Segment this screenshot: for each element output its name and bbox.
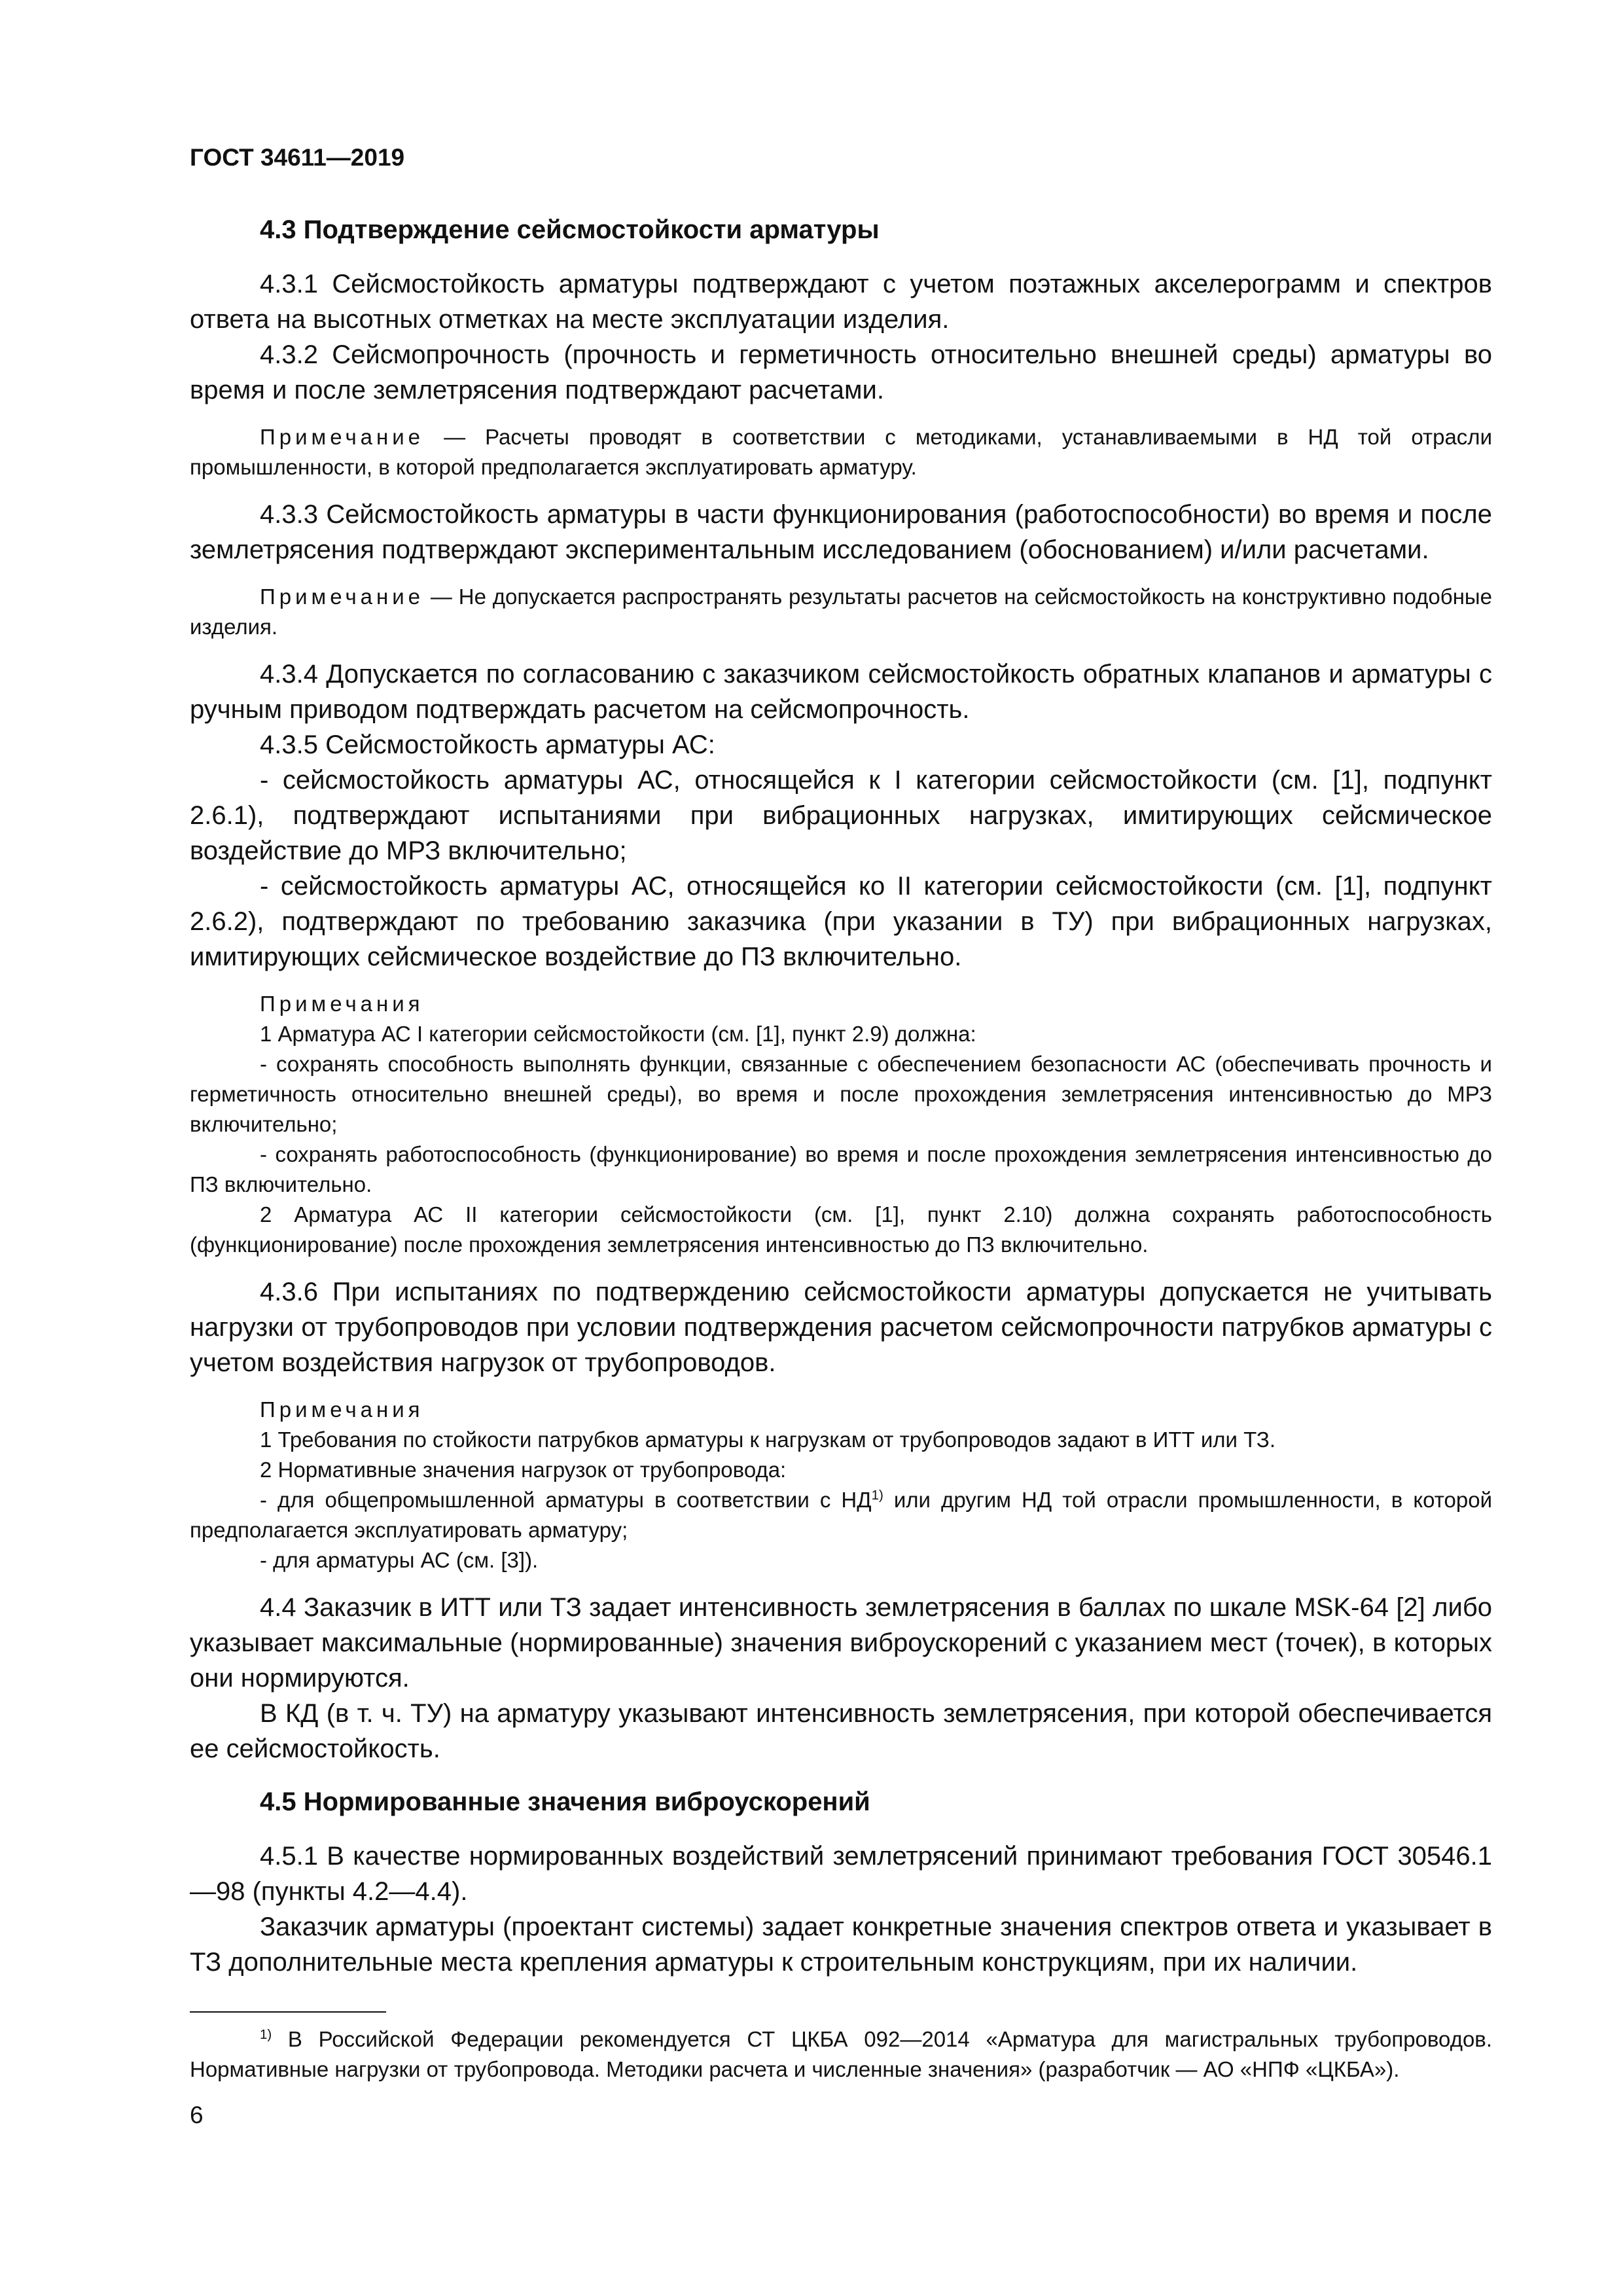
- footnote-text: В Российской Федерации рекомендуется СТ ЦКБА 092—2014 «Арматура для магистральных трубопроводов. Нормативные нагрузки от трубопровода. Методики расчета и численные значения» (разработчик — АО «НПФ «ЦКБА»).: [190, 2027, 1492, 2081]
- paragraph-4-3-3: 4.3.3 Сейсмостойкость арматуры в части функционирования (работоспособности) во время и после землетрясения подтверждают экспериментальным исследованием (обоснованием) и/или расчетами.: [190, 500, 1492, 564]
- notes-3: [190, 989, 1492, 1260]
- list-item-4-3-5-b: - сейсмостойкость арматуры АС, относящейся ко II категории сейсмостойкости (см. [1], подпункт 2.6.2), подтверждают по требованию заказчика (при указании в ТУ) при вибрационных нагрузках, имитирующих сейсмическое воздействие до ПЗ включительно.: [190, 872, 1492, 971]
- note-label: Примечание: [260, 584, 425, 609]
- notes-label: Примечания: [260, 992, 424, 1016]
- page-number: 6: [190, 2102, 204, 2128]
- note-item: 2 Нормативные значения нагрузок от трубопровода:: [260, 1458, 787, 1482]
- note-label: Примечание: [260, 425, 425, 449]
- note-1: [190, 422, 1492, 482]
- note-text: - для общепромышленной арматуры в соответствии с НД: [260, 1488, 872, 1512]
- note-item: 1 Требования по стойкости патрубков арматуры к нагрузкам от трубопроводов задают в ИТТ или ТЗ.: [260, 1427, 1276, 1452]
- paragraph-4-5-1: 4.5.1 В качестве нормированных воздействий землетрясений принимают требования ГОСТ 30546.1—98 (пункты 4.2—4.4).: [190, 1842, 1492, 1906]
- paragraph-4-3-1: 4.3.1 Сейсмостойкость арматуры подтверждают с учетом поэтажных акселерограмм и спектров ответа на высотных отметках на месте эксплуатации изделия.: [190, 270, 1492, 334]
- paragraph-4-3-4: 4.3.4 Допускается по согласованию с заказчиком сейсмостойкость обратных клапанов и арматуры с ручным приводом подтверждать расчетом на сейсмопрочность.: [190, 660, 1492, 724]
- notes-4: [190, 1395, 1492, 1575]
- section-4-5-title: 4.5 Нормированные значения виброускорений: [260, 1787, 870, 1816]
- footnote-divider: [190, 2011, 386, 2013]
- note-text: или другим НД той отрасли промышленности, в которой предполагается эксплуатировать арматуру;: [190, 1488, 1493, 1542]
- document-header: ГОСТ 34611—2019: [190, 144, 405, 171]
- paragraph-4-4: 4.4 Заказчик в ИТТ или ТЗ задает интенсивность землетрясения в баллах по шкале MSK-64 [2] либо указывает максимальные (нормированные) значения виброускорений с указанием мест (точек), в которых они нормируются.: [190, 1593, 1492, 1693]
- paragraph-4-4-b: В КД (в т. ч. ТУ) на арматуру указывают интенсивность землетрясения, при которой обеспечивается ее сейсмостойкость.: [190, 1699, 1492, 1763]
- footnote-ref[interactable]: 1): [871, 1488, 883, 1503]
- note-item: - сохранять работоспособность (функционирование) во время и после прохождения землетрясения интенсивностью до ПЗ включительно.: [190, 1142, 1492, 1196]
- note-item: - сохранять способность выполнять функции, связанные с обеспечением безопасности АС (обеспечивать прочность и герметичность относительно внешней среды), во время и после прохождения землетрясения интенсивностью до МРЗ включительно;: [190, 1052, 1492, 1136]
- footnote-1: [190, 2024, 1492, 2085]
- note-item: - для арматуры АС (см. [3]).: [260, 1548, 539, 1572]
- list-item-4-3-5-a: - сейсмостойкость арматуры АС, относящейся к I категории сейсмостойкости (см. [1], подпункт 2.6.1), подтверждают испытаниями при вибрационных нагрузках, имитирующих сейсмическое воздействие до МРЗ включительно;: [190, 766, 1492, 865]
- page-content: [190, 144, 1492, 2129]
- note-text: — Расчеты проводят в соответствии с методиками, устанавливаемыми в НД той отрасли промышленности, в которой предполагается эксплуатировать арматуру.: [190, 425, 1492, 479]
- notes-label: Примечания: [260, 1397, 424, 1422]
- paragraph-4-3-6: 4.3.6 При испытаниях по подтверждению сейсмостойкости арматуры допускается не учитывать нагрузки от трубопроводов при условии подтверждения расчетом сейсмопрочности патрубков арматуры с учетом воздействия нагрузок от трубопроводов.: [190, 1278, 1492, 1377]
- note-item: [190, 1485, 1492, 1545]
- footnote-marker: 1): [260, 2027, 272, 2042]
- note-2: [190, 582, 1492, 642]
- paragraph-4-3-5: 4.3.5 Сейсмостойкость арматуры АС:: [260, 730, 715, 759]
- paragraph-4-5-1-b: Заказчик арматуры (проектант системы) задает конкретные значения спектров ответа и указывает в ТЗ дополнительные места крепления арматуры к строительным конструкциям, при их наличии.: [190, 1912, 1492, 1977]
- note-item: 1 Арматура АС I категории сейсмостойкости (см. [1], пункт 2.9) должна:: [260, 1022, 976, 1046]
- note-item: 2 Арматура АС II категории сейсмостойкости (см. [1], пункт 2.10) должна сохранять работоспособность (функционирование) после прохождения землетрясения интенсивностью до ПЗ включительно.: [190, 1202, 1492, 1257]
- note-text: — Не допускается распространять результаты расчетов на сейсмостойкость на конструктивно подобные изделия.: [190, 584, 1492, 639]
- section-4-3-title: 4.3 Подтверждение сейсмостойкости арматуры: [260, 215, 880, 244]
- paragraph-4-3-2: 4.3.2 Сейсмопрочность (прочность и герметичность относительно внешней среды) арматуры во время и после землетрясения подтверждают расчетами.: [190, 340, 1492, 404]
